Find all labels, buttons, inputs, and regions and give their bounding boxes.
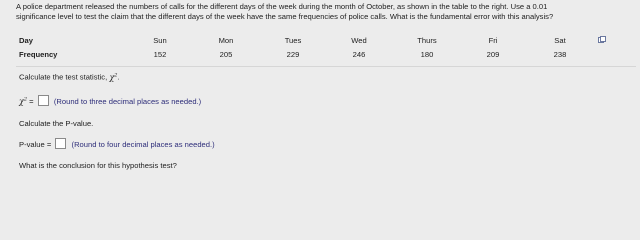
- test-statistic-prompt: Calculate the test statistic, $\chi^2$.: [19, 72, 120, 82]
- day-sun: Sun: [153, 36, 167, 45]
- day-sat: Sat: [554, 36, 566, 45]
- freq-sun: 152: [153, 50, 167, 59]
- day-mon: Mon: [218, 36, 234, 45]
- problem-statement: [16, 2, 553, 22]
- day-tues: Tues: [284, 36, 302, 45]
- frequency-row-label: Frequency: [19, 50, 58, 59]
- freq-thurs: 180: [420, 50, 434, 59]
- day-fri: Fri: [488, 36, 498, 45]
- day-header-label: Day: [19, 36, 33, 45]
- pvalue-label: P-value =: [19, 140, 52, 149]
- test-statistic-hint: (Round to three decimal places as needed.): [53, 97, 202, 106]
- copy-table-icon[interactable]: [598, 36, 606, 43]
- problem-line-2: significance level to test the claim that the different days of the week have the same frequencies of police calls. What is the fundamental error with this analysis?: [16, 12, 554, 21]
- freq-wed: 246: [352, 50, 366, 59]
- pvalue-input[interactable]: [55, 138, 66, 149]
- pvalue-answer-row: [19, 138, 215, 149]
- conclusion-prompt: What is the conclusion for this hypothesis test?: [19, 161, 177, 170]
- day-thurs: Thurs: [417, 36, 437, 45]
- freq-sat: 238: [553, 50, 567, 59]
- test-statistic-answer-row: [19, 95, 201, 106]
- chi-square-symbol: $\chi^2$: [109, 72, 118, 82]
- freq-tues: 229: [286, 50, 300, 59]
- equals-sign: =: [29, 97, 34, 106]
- test-statistic-prompt-text: Calculate the test statistic,: [19, 72, 108, 82]
- freq-mon: 205: [219, 50, 233, 59]
- day-wed: Wed: [351, 36, 367, 45]
- pvalue-prompt: Calculate the P-value.: [19, 119, 94, 128]
- freq-fri: 209: [486, 50, 500, 59]
- pvalue-hint: (Round to four decimal places as needed.): [71, 140, 215, 149]
- table-frequency-row: [16, 50, 616, 64]
- section-divider: [16, 66, 636, 67]
- chi-square-symbol: $\chi^2$: [19, 96, 28, 106]
- table-header-row: [16, 36, 616, 50]
- test-statistic-input[interactable]: [38, 95, 49, 106]
- problem-line-1: A police department released the numbers of calls for the different days of the week during the month of October, as shown in the table to the right. Use a 0.01: [16, 2, 548, 11]
